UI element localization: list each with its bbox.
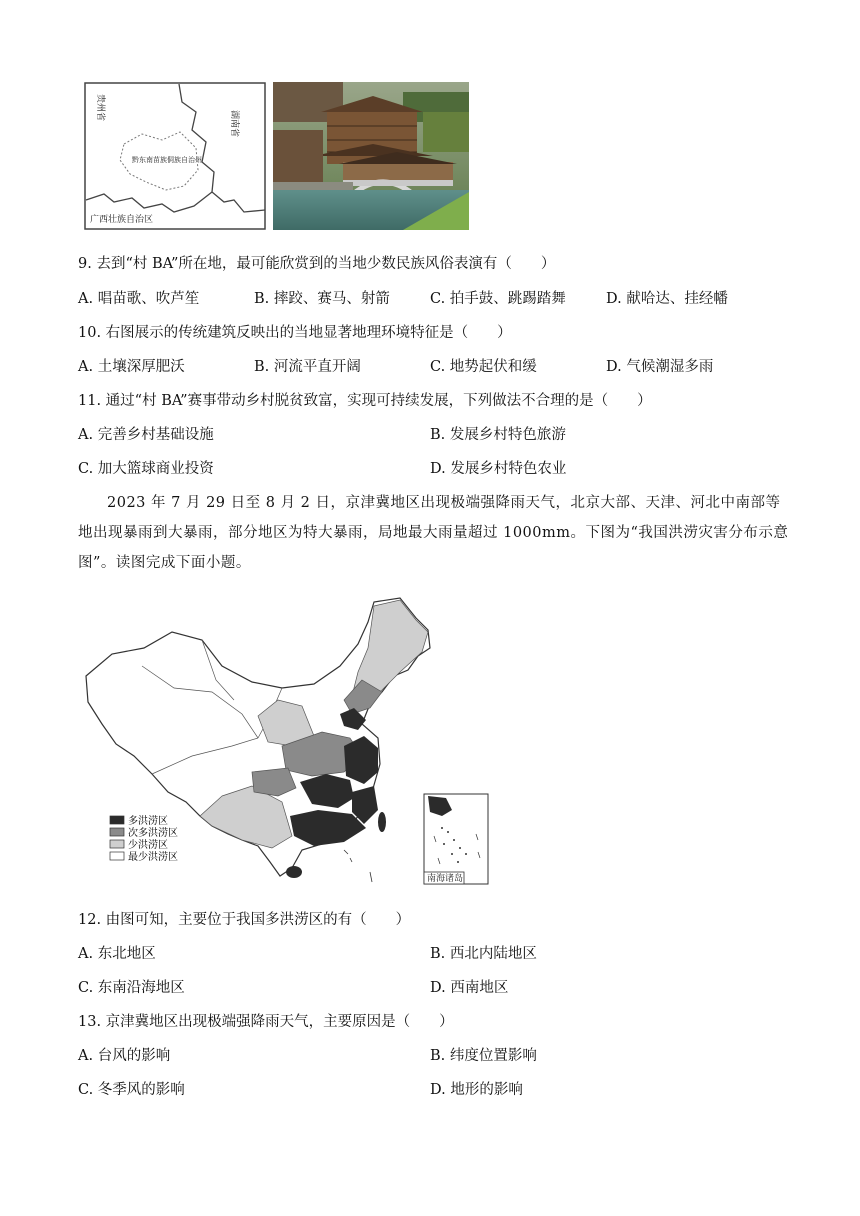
flood-legend: [110, 814, 178, 863]
legend-second: 次多洪涝区: [128, 828, 178, 839]
flood-passage: 2023 年 7 月 29 日至 8 月 2 日，京津冀地区出现极端强降雨天气，北京大部、天津、河北中南部等地出现暴雨到大暴雨，部分地区为特大暴雨，局地最大雨量超过 1000mm。下图为“我国洪涝灾害分布示意图”。读图完成下面小题。: [78, 495, 789, 571]
china-flood-map: [82, 596, 492, 888]
south-sea-inset: [424, 794, 488, 884]
question-12-stem: 12. 由图可知，主要位于我国多洪涝区的有（ ）: [78, 912, 411, 928]
province-map-label-hunan: 湖南省: [229, 110, 239, 138]
question-13-option-b[interactable]: B. 纬度位置影响: [430, 1048, 537, 1064]
legend-few: 少洪涝区: [128, 840, 168, 851]
province-map-label-prefecture: 黔东南苗族侗族自治州: [132, 156, 202, 164]
stilt-building-photo: [273, 82, 469, 230]
question-10-option-a[interactable]: A. 土壤深厚肥沃: [78, 359, 185, 375]
question-12-option-a[interactable]: A. 东北地区: [78, 946, 156, 962]
province-map-label-guangxi: 广西壮族自治区: [90, 215, 154, 225]
province-map: [84, 82, 266, 230]
question-11-option-b[interactable]: B. 发展乡村特色旅游: [430, 427, 566, 443]
question-10-option-c[interactable]: C. 地势起伏和缓: [430, 359, 537, 375]
question-9-option-a[interactable]: A. 唱苗歌、吹芦笙: [78, 291, 200, 307]
question-11-stem: 11. 通过“村 BA”赛事带动乡村脱贫致富，实现可持续发展，下列做法不合理的是（ ）: [78, 393, 652, 409]
question-10-option-d[interactable]: D. 气候潮湿多雨: [606, 359, 714, 375]
question-9-option-b[interactable]: B. 摔跤、赛马、射箭: [254, 291, 390, 307]
question-12-option-d[interactable]: D. 西南地区: [430, 980, 509, 996]
question-9-option-d[interactable]: D. 献哈达、挂经幡: [606, 291, 728, 307]
question-10-option-b[interactable]: B. 河流平直开阔: [254, 359, 361, 375]
question-13-option-a[interactable]: A. 台风的影响: [78, 1048, 171, 1064]
question-10-stem: 10. 右图展示的传统建筑反映出的当地显著地理环境特征是（ ）: [78, 325, 512, 341]
question-9-stem: 9. 去到“村 BA”所在地，最可能欣赏到的当地少数民族风俗表演有（ ）: [78, 256, 556, 272]
question-11-option-c[interactable]: C. 加大篮球商业投资: [78, 461, 214, 477]
question-13-option-c[interactable]: C. 冬季风的影响: [78, 1082, 185, 1098]
question-11-option-d[interactable]: D. 发展乡村特色农业: [430, 461, 567, 477]
question-13-stem: 13. 京津冀地区出现极端强降雨天气，主要原因是（ ）: [78, 1014, 454, 1030]
legend-most: 多洪涝区: [128, 816, 168, 827]
question-13-option-d[interactable]: D. 地形的影响: [430, 1082, 523, 1098]
question-12-option-c[interactable]: C. 东南沿海地区: [78, 980, 185, 996]
question-9-option-c[interactable]: C. 拍手鼓、跳踢踏舞: [430, 291, 566, 307]
province-map-label-guizhou: 贵州省: [95, 94, 105, 122]
legend-least: 最少洪涝区: [128, 852, 178, 863]
question-12-option-b[interactable]: B. 西北内陆地区: [430, 946, 537, 962]
inset-label: 南海诸岛: [427, 874, 464, 884]
question-11-option-a[interactable]: A. 完善乡村基础设施: [78, 427, 214, 443]
